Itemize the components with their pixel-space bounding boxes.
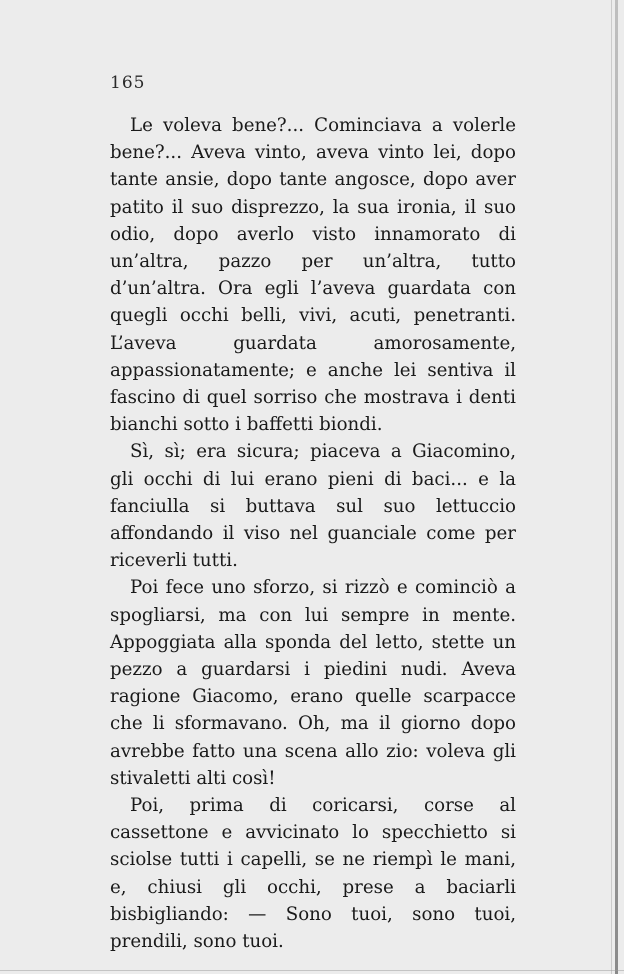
bottom-page-edge: [0, 970, 624, 971]
paragraph-1: Le voleva bene?... Cominciava a volerle bene?... Aveva vinto, aveva vinto lei, dopo tante ansie, dopo tante angosce, dopo aver patito il suo disprezzo, la sua ironia, il suo odio, dopo averlo visto innamorato di un’altra, pazzo per un’altra, tutto d’un’altra. Ora egli l’aveva guardata con quegli occhi belli, vivi, acuti, penetranti. L’aveva guardata amorosamente, appassionatamente; e anche lei sentiva il fascino di quel sorriso che mostrava i denti bianchi sotto i baffetti biondi.: [110, 115, 516, 436]
body-text: [110, 112, 516, 955]
paragraph-2: Sì, sì; era sicura; piaceva a Giacomino, gli occhi di lui erano pieni di baci... e la fanciulla si buttava sul suo lettuccio affondando il viso nel guanciale come per riceverli tutti.: [110, 441, 516, 572]
paragraph-3: Poi fece uno sforzo, si rizzò e cominciò a spogliarsi, ma con lui sempre in mente. Appoggiata alla sponda del letto, stette un pezzo a guardarsi i piedini nudi. Aveva ragione Giacomo, erano quelle scarpacce che li sformavano. Oh, ma il giorno dopo avrebbe fatto una scena allo zio: voleva gli stivaletti alti così!: [110, 577, 516, 789]
page-edge-line: [611, 0, 612, 974]
paragraph-4: Poi, prima di coricarsi, corse al cassettone e avvicinato lo specchietto si sciolse tutti i capelli, se ne riempì le mani, e, chiusi gli occhi, prese a baciarli bisbigliando: — Sono tuoi, sono tuoi, prendili, sono tuoi.: [110, 795, 516, 953]
book-binding-edge: [615, 0, 618, 974]
page-number: 165: [110, 73, 146, 93]
